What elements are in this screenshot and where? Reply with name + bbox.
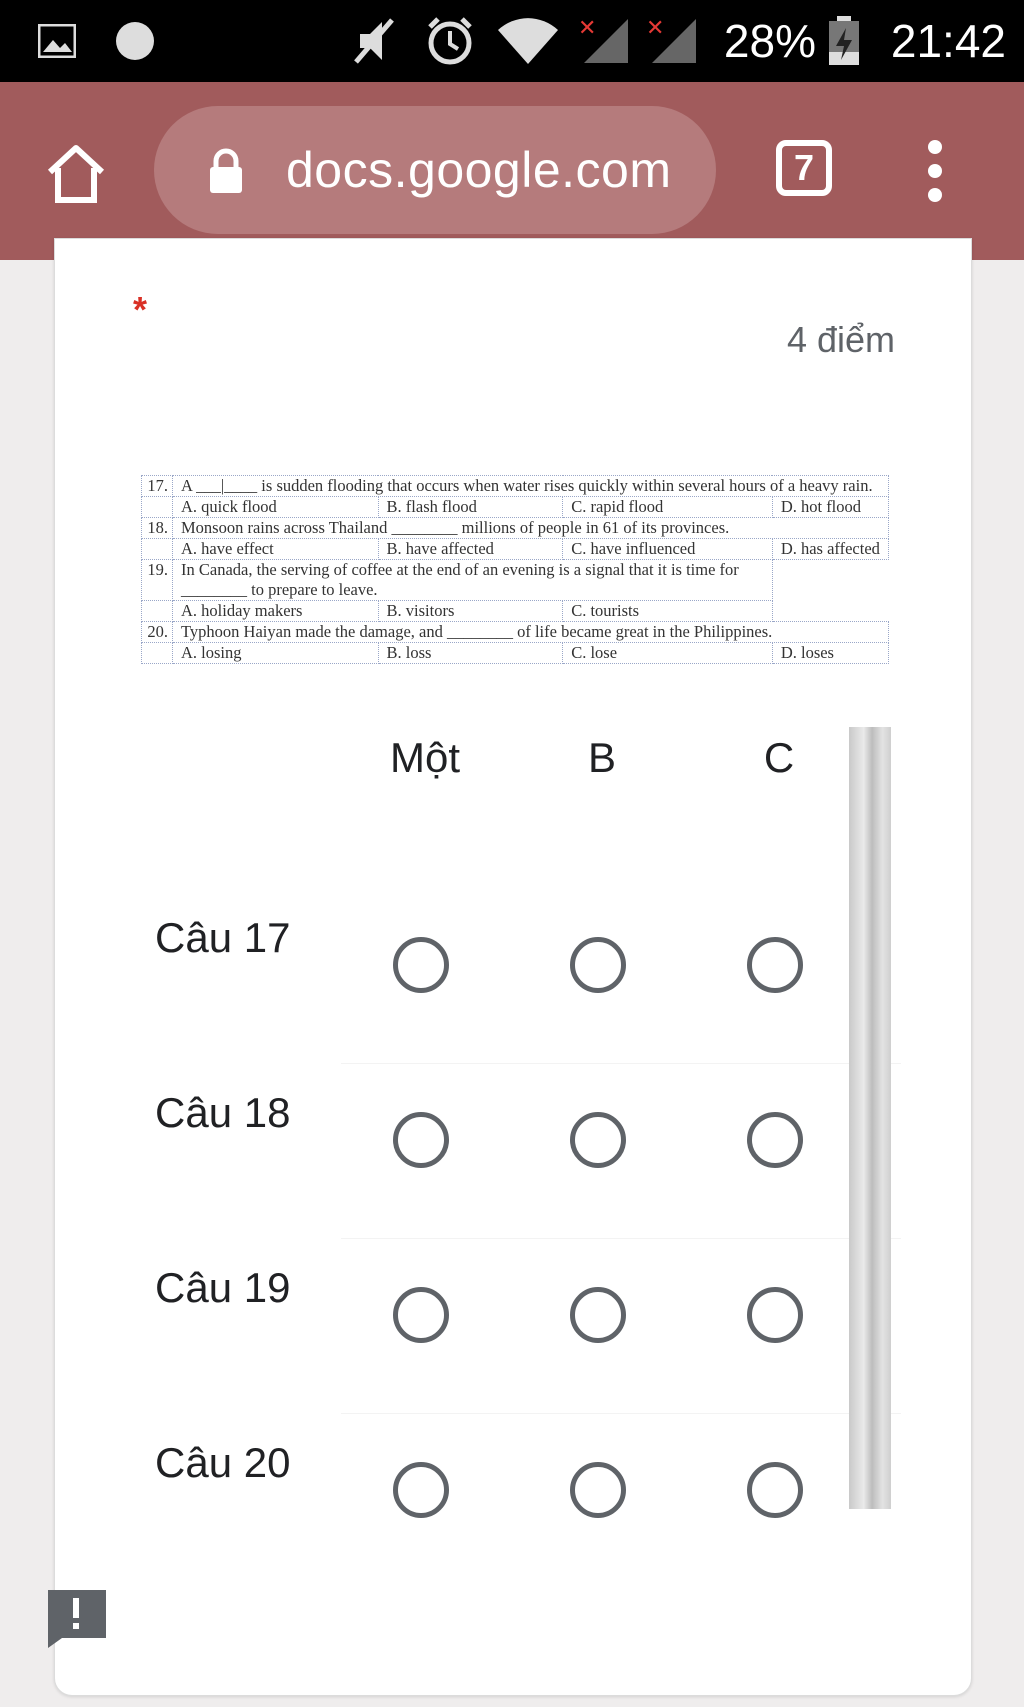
grid-horizontal-scroll-shadow[interactable]	[849, 727, 891, 1509]
radio-cau18-b[interactable]	[570, 1112, 626, 1168]
grid-row-label: Câu 18	[155, 1089, 291, 1136]
option-text: A. losing	[173, 643, 379, 664]
home-icon[interactable]	[44, 142, 108, 206]
option-text: D. loses	[772, 643, 888, 664]
row-divider	[341, 1063, 901, 1064]
question-text: In Canada, the serving of coffee at the end of an evening is a signal that it is time for ________ to prepare to leave.	[173, 560, 773, 601]
option-text: D. hot flood	[772, 497, 888, 518]
radio-cau19-c[interactable]	[747, 1287, 803, 1343]
radio-cau17-mot[interactable]	[393, 937, 449, 993]
question-number: 17.	[142, 476, 173, 497]
radio-cau17-c[interactable]	[747, 937, 803, 993]
battery-icon	[826, 0, 862, 82]
mute-icon	[352, 0, 398, 82]
battery-percent: 28%	[723, 15, 816, 67]
question-text: Monsoon rains across Thailand ________ millions of people in 61 of its provinces.	[173, 518, 889, 539]
option-text: C. tourists	[563, 601, 773, 622]
browser-toolbar	[0, 82, 1024, 260]
wifi-icon	[496, 0, 560, 82]
grid-row-label: Câu 20	[155, 1439, 291, 1486]
tab-switcher-button[interactable]: 7	[776, 140, 832, 196]
signal-sim1-icon	[576, 0, 632, 82]
option-text: A. holiday makers	[173, 601, 379, 622]
radio-cau20-mot[interactable]	[393, 1462, 449, 1518]
option-text: B. flash flood	[378, 497, 563, 518]
svg-text:✕: ✕	[578, 16, 597, 41]
option-text: C. lose	[563, 643, 773, 664]
image-notification-icon	[38, 0, 76, 82]
grid-column-header: B	[587, 734, 616, 781]
url-text: docs.google.com	[286, 142, 672, 198]
grid-column-header: Một	[389, 734, 460, 781]
question-number: 18.	[142, 518, 173, 539]
grid-column-header: C	[763, 734, 795, 781]
report-feedback-icon[interactable]	[44, 1586, 108, 1648]
radio-cau19-mot[interactable]	[393, 1287, 449, 1343]
status-bar	[0, 0, 1024, 82]
svg-text:✕: ✕	[646, 16, 665, 41]
option-text: A. have effect	[173, 539, 379, 560]
option-text: C. rapid flood	[563, 497, 773, 518]
option-text: A. quick flood	[173, 497, 379, 518]
more-menu-icon[interactable]	[912, 140, 956, 202]
question-card	[54, 238, 972, 1696]
option-text: C. have influenced	[563, 539, 773, 560]
radio-cau18-mot[interactable]	[393, 1112, 449, 1168]
required-asterisk: *	[133, 289, 148, 330]
radio-cau18-c[interactable]	[747, 1112, 803, 1168]
radio-cau20-b[interactable]	[570, 1462, 626, 1518]
clock: 21:42	[890, 15, 1006, 67]
signal-sim2-icon	[644, 0, 700, 82]
lock-icon	[206, 148, 246, 194]
record-dot-icon	[114, 0, 156, 82]
option-text: B. have affected	[378, 539, 563, 560]
radio-cau17-b[interactable]	[570, 937, 626, 993]
url-bar[interactable]	[154, 106, 716, 234]
option-text: B. visitors	[378, 601, 563, 622]
question-text: Typhoon Haiyan made the damage, and ________ of life became great in the Philippines.	[173, 622, 889, 643]
alarm-icon	[424, 0, 476, 82]
question-number: 19.	[142, 560, 173, 601]
points-label: 4 điểm	[786, 319, 895, 360]
grid-row-label: Câu 17	[155, 914, 291, 961]
question-image	[141, 475, 889, 697]
radio-cau19-b[interactable]	[570, 1287, 626, 1343]
option-text: D. has affected	[772, 539, 888, 560]
question-number: 20.	[142, 622, 173, 643]
question-text: A ___|____ is sudden flooding that occurs when water rises quickly within several hours of a heavy rain.	[173, 476, 889, 497]
radio-cau20-c[interactable]	[747, 1462, 803, 1518]
grid-row-label: Câu 19	[155, 1264, 291, 1311]
row-divider	[341, 1413, 901, 1414]
option-text: B. loss	[378, 643, 563, 664]
row-divider	[341, 1238, 901, 1239]
